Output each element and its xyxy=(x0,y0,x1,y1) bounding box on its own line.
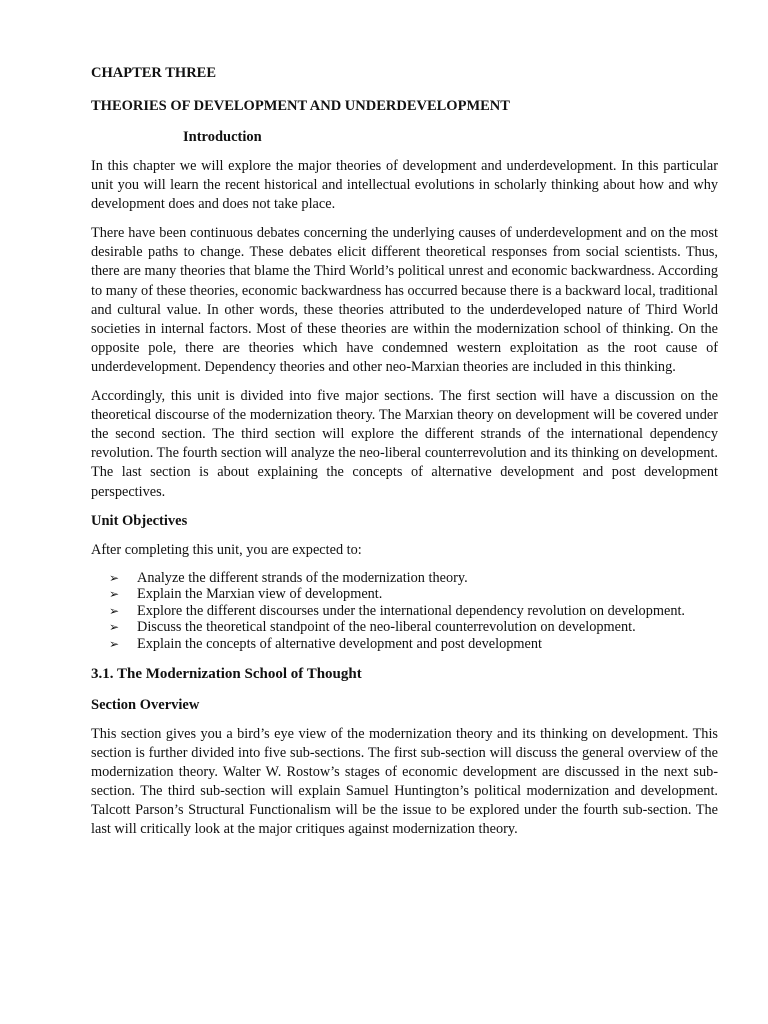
objective-text: Explain the concepts of alternative development and post development xyxy=(137,635,542,652)
objective-text: Explore the different discourses under the international dependency revolution on development. xyxy=(137,602,686,619)
unit-objectives-heading: Unit Objectives xyxy=(91,512,188,529)
objective-text: Explain the Marxian view of development. xyxy=(137,586,383,603)
chapter-title: THEORIES OF DEVELOPMENT AND UNDERDEVELOPMENT xyxy=(91,98,510,114)
objectives-list xyxy=(109,570,718,653)
intro-paragraph-1: In this chapter we will explore the major theories of development and underdevelopment. In this particular unit you will learn the recent historical and intellectual evolutions in scholarly thinking about how and why development does and does not take place. xyxy=(91,158,718,213)
arrow-bullet-icon: ➢ xyxy=(109,603,120,618)
arrow-bullet-icon: ➢ xyxy=(109,620,120,635)
objectives-lead: After completing this unit, you are expected to: xyxy=(91,541,362,558)
section-overview-heading: Section Overview xyxy=(91,696,200,713)
intro-paragraph-3: Accordingly, this unit is divided into five major sections. The first section will have a discussion on the theoretical discourse of the modernization theory. The Marxian theory on development will be covered under the second section. The third section will explore the different strands of the international dependency revolution. The fourth section will analyze the neo-liberal counterrevolution and its thinking on development. The last section is about explaining the concepts of alternative development and post development perspectives. xyxy=(91,388,718,500)
objective-text: Analyze the different strands of the modernization theory. xyxy=(137,569,468,586)
arrow-bullet-icon: ➢ xyxy=(109,587,120,602)
overview-paragraph: This section gives you a bird’s eye view of the modernization theory and its thinking on development. This section is further divided into five sub-sections. The first sub-section will discuss the general overview of the modernization theory. Walter W. Rostow’s stages of economic development are discussed in the next sub- section. The third sub-section will explain Samuel Huntington’s political modernization and development. Talcott Parson’s Structural Functionalism will be the issue to be explored under the fourth sub-section. The last will critically look at the major critiques against modernization theory. xyxy=(91,725,718,838)
arrow-bullet-icon: ➢ xyxy=(109,636,120,651)
list-item xyxy=(109,586,718,603)
section-title: 3.1. The Modernization School of Thought xyxy=(91,665,362,682)
arrow-bullet-icon: ➢ xyxy=(109,570,120,585)
list-item xyxy=(109,570,718,587)
list-item xyxy=(109,619,718,636)
list-item xyxy=(109,603,718,620)
objective-text: Discuss the theoretical standpoint of the neo-liberal counterrevolution on development. xyxy=(137,619,636,636)
introduction-heading: Introduction xyxy=(183,129,262,145)
chapter-label: CHAPTER THREE xyxy=(91,65,217,81)
list-item xyxy=(109,636,718,653)
intro-paragraph-2: There have been continuous debates concerning the underlying causes of underdevelopment and on the most desirable paths to change. These debates elicit different theoretical responses from social scientists. Thus, there are many theories that blame the Third World’s political unrest and economic backwardness. According to many of these theories, economic backwardness has occurred because there is a backward local, traditional and cultural value. In other words, these theories attributed to the underdeveloped nature of Third World societies in internal factors. Most of these theories are within the modernization school of thinking. On the opposite pole, there are theories which have condemned western exploitation as the root cause of underdevelopment. Dependency theories and other neo-Marxian theories are included in this thinking. xyxy=(91,225,718,375)
